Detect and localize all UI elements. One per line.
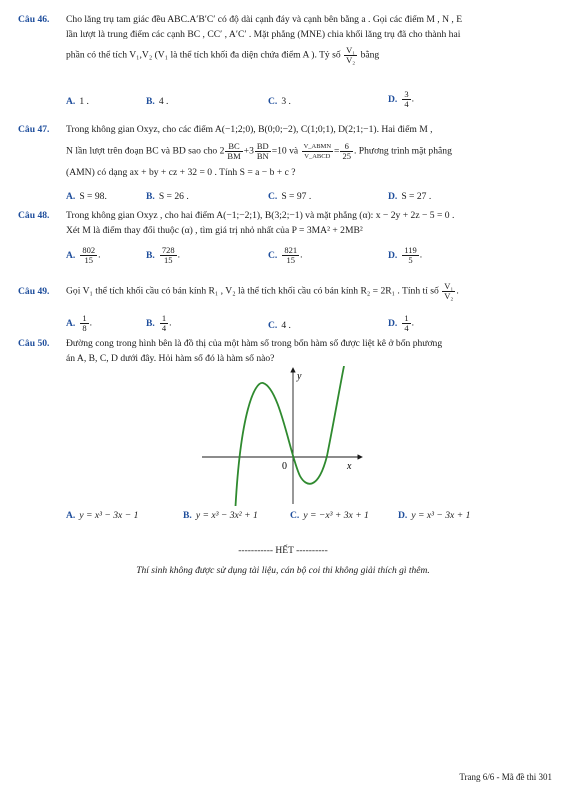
option-d[interactable]: D. y = x³ − 3x + 1 xyxy=(398,510,471,521)
option-a[interactable]: A. 1 . xyxy=(66,96,89,107)
question-text-line: Trong không gian Oxyz , cho hai điểm A(−1;−2;1), B(3;2;−1) và mặt phẳng (α): x − 2y + 2z − 5 = 0 . xyxy=(66,210,455,221)
option-c[interactable]: C. 4 . xyxy=(268,320,291,331)
question-50 xyxy=(18,336,548,366)
option-d[interactable]: D. $\frac{3}{4}$ . xyxy=(388,89,414,109)
question-text-line: (AMN) có dạng ax + by + cz + 32 = 0 . Tính S = a − b + c ? xyxy=(66,167,296,178)
option-c[interactable]: C. $\frac{821}{15}$ . xyxy=(268,245,303,265)
fraction: $\frac{\text{V₁}}{\text{V₂}}$ xyxy=(346,45,356,65)
question-text-line: Trong không gian Oxyz, cho các điểm A(−1;2;0), B(0;0;−2), C(1;0;1), D(2;1;−1). Hai điểm M , xyxy=(66,124,433,135)
question-text-line: Xét M là điểm thay đổi thuộc (α) , tìm giá trị nhỏ nhất của P = 3MA² + 2MB² xyxy=(66,225,363,236)
option-a[interactable]: A. y = x³ − 3x − 1 xyxy=(66,510,139,521)
question-text-line: phần có thể tích V₁,V₂ (V₁ là thể tích khối đa diện chứa điểm A ). Tỷ số xyxy=(66,49,341,61)
function-graph xyxy=(200,366,370,506)
question-number: Câu 48. xyxy=(18,210,50,221)
question-49: Câu 49. Gọi V₁ thể tích khối cầu có bán kính R₁ , V₂ là thể tích khối cầu có bán kính R₂ = 2R₁ . Tính tỉ số $\frac{\text{V₁}}{\text{V₂}}$ . xyxy=(18,281,459,301)
origin-label: 0 xyxy=(282,461,287,472)
option-b[interactable]: B. y = x³ − 3x² + 1 xyxy=(183,510,258,521)
question-text-line: án A, B, C, D dưới đây. Hỏi hàm số đó là hàm số nào? xyxy=(66,353,275,364)
exam-note: Thí sinh không được sử dụng tài liệu, cán bộ coi thi không giải thích gì thêm. xyxy=(136,566,430,576)
option-d[interactable]: D. S = 27 . xyxy=(388,191,432,202)
y-axis-label: y xyxy=(297,371,302,382)
option-b[interactable]: B. $\frac{728}{15}$ . xyxy=(146,245,180,265)
option-b[interactable]: B. S = 26 . xyxy=(146,191,189,202)
question-number: Câu 49. xyxy=(18,285,50,297)
page-footer: Trang 6/6 - Mã đề thi 301 xyxy=(459,772,552,782)
option-d[interactable]: D. $\frac{1}{4}$ . xyxy=(388,313,414,333)
question-48 xyxy=(18,208,548,238)
question-47: Câu 47. Trong không gian Oxyz, cho các điểm A(−1;2;0), B(0;0;−2), C(1;0;1), D(2;1;−1). Hai điểm M , N lần lượt trên đoạn BC và BD sao cho 2 $\frac{BC}{BM}$ +3 $\frac{BD}{BN}$ =10 và $\frac{\text{V\_ABMN}}{\text{V\_ABCD}}$ = $\frac{6}{25}$ . Phương trình mặt phẳng (AMN) có dạng ax + by + cz + 32 = 0 . Tính S = a − b + c ? xyxy=(18,122,548,180)
option-d[interactable]: D. $\frac{119}{5}$ . xyxy=(388,245,423,265)
option-c[interactable]: C. S = 97 . xyxy=(268,191,312,202)
option-a[interactable]: A. $\frac{1}{8}$ . xyxy=(66,313,92,333)
option-a[interactable]: A. $\frac{802}{15}$ . xyxy=(66,245,101,265)
question-number: Câu 50. xyxy=(18,338,50,349)
question-text-line: Cho lăng trụ tam giác đều ABC.A′B′C′ có độ dài cạnh đáy và cạnh bên bằng a . Gọi các điểm M , N , E xyxy=(66,14,463,25)
question-number: Câu 47. xyxy=(18,124,50,135)
option-c[interactable]: C. 3 . xyxy=(268,96,291,107)
question-text-line: lần lượt là trung điểm các cạnh BC , CC′ , A′C′ . Mặt phẳng (MNE) chia khối lăng trụ đã cho thành hai xyxy=(66,29,461,40)
option-b[interactable]: B. $\frac{1}{4}$ . xyxy=(146,313,172,333)
question-number: Câu 46. xyxy=(18,14,50,25)
question-text-line: Đường cong trong hình bên là đồ thị của một hàm số trong bốn hàm số được liệt kê ở bốn phương xyxy=(66,338,443,349)
end-marker: ----------- HẾT ---------- xyxy=(238,546,328,556)
cubic-curve xyxy=(235,366,344,506)
option-a[interactable]: A. S = 98. xyxy=(66,191,107,202)
option-b[interactable]: B. 4 . xyxy=(146,96,169,107)
x-axis-label: x xyxy=(347,461,352,472)
question-46: Câu 46. Cho lăng trụ tam giác đều ABC.A′B′C′ có độ dài cạnh đáy và cạnh bên bằng a . Gọi các điểm M , N , E lần lượt là trung điểm các cạnh BC , CC′ , A′C′ . Mặt phẳng (MNE) chia khối lăng trụ đã cho thành hai phần có thể tích V₁,V₂ (V₁ là thể tích khối đa diện chứa điểm A ). Tỷ số $\frac{\text{V₁}}{\text{V₂}}$ bằng xyxy=(18,12,548,65)
option-c[interactable]: C. y = −x³ + 3x + 1 xyxy=(290,510,369,521)
